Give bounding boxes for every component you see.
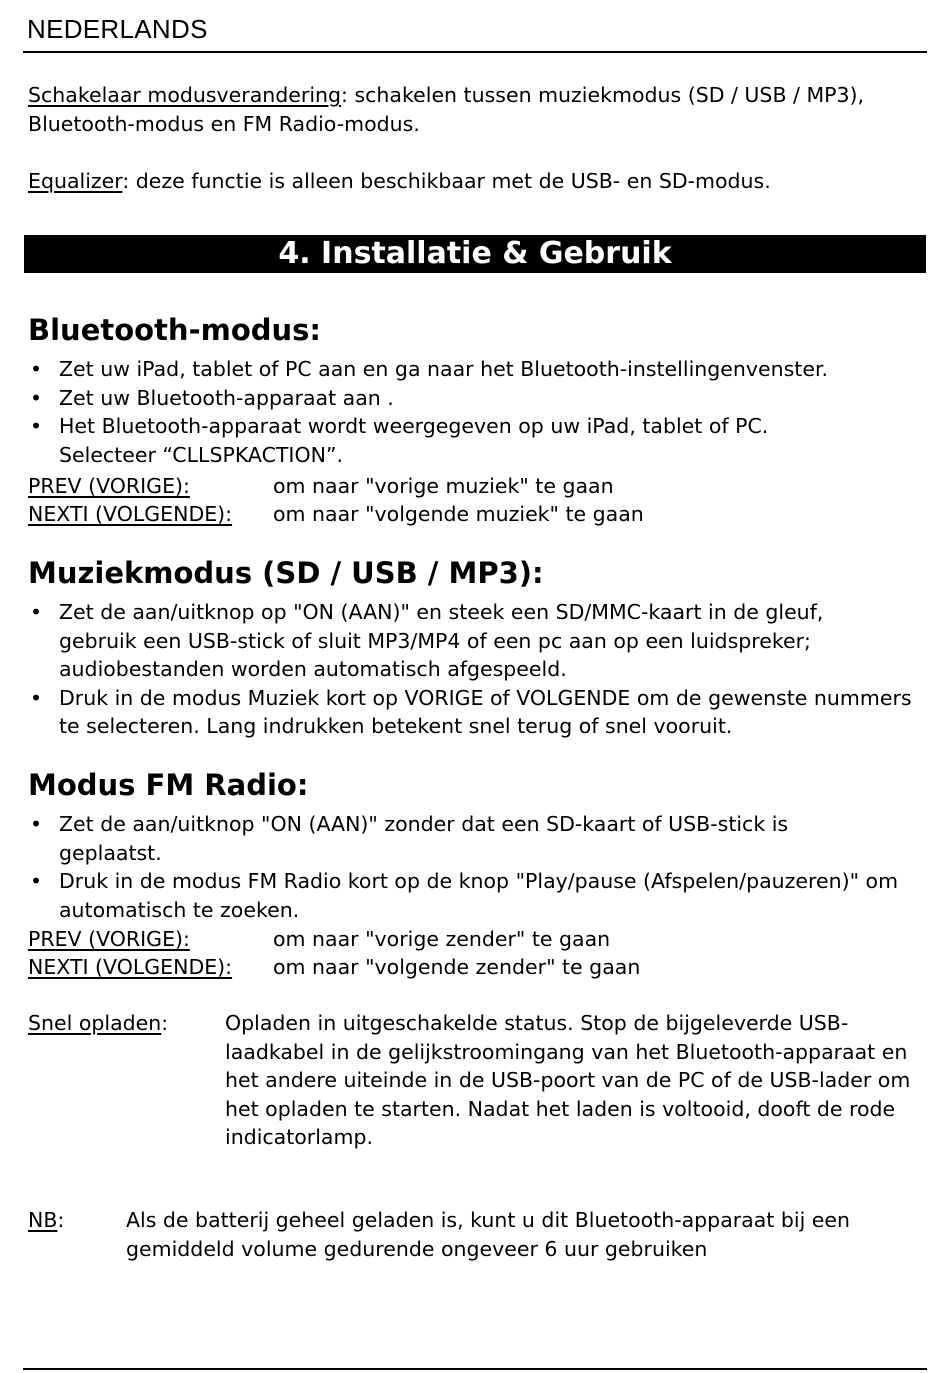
next-label: NEXTI (VOLGENDE): xyxy=(28,955,233,979)
bluetooth-heading: Bluetooth-modus: xyxy=(28,313,322,347)
fm-heading: Modus FM Radio: xyxy=(28,768,309,802)
list-item: • Het Bluetooth-apparaat wordt weergegeven op uw iPad, tablet of PC. Selecteer “CLLSPKACTION”. xyxy=(28,412,928,469)
list-item: • Druk in de modus FM Radio kort op de knop "Play/pause (Afspelen/pauzeren)" om automatisch te zoeken. xyxy=(28,867,928,924)
list-item: • Druk in de modus Muziek kort op VORIGE of VOLGENDE om de gewenste nummers te selecteren. Lang indrukken betekent snel terug of snel vooruit. xyxy=(28,684,928,741)
music-list xyxy=(28,598,928,741)
note-label: NB xyxy=(28,1208,58,1232)
equalizer-label: Equalizer xyxy=(28,169,123,193)
charging-text: Opladen in uitgeschakelde status. Stop de bijgeleverde USB-laadkabel in de gelijkstroomingang van het Bluetooth-apparaat en het andere uiteinde in de USB-poort van de PC of de USB-lader om het opladen te starten. Nadat het laden is voltooid, dooft de rode indicatorlamp. xyxy=(225,1011,911,1149)
charging-label-wrap xyxy=(28,1009,168,1038)
equalizer-sep: : xyxy=(122,169,130,193)
next-text: om naar "volgende zender" te gaan xyxy=(273,955,641,979)
fm-prev-row xyxy=(28,925,610,953)
mode-switch-text: schakelen tussen muziekmodus (SD / USB / MP3), Bluetooth-modus en FM Radio-modus. xyxy=(28,83,865,136)
note-sep: : xyxy=(57,1208,65,1232)
note-text: Als de batterij geheel geladen is, kunt u dit Bluetooth-apparaat bij een gemiddeld volume gedurende ongeveer 6 uur gebruiken xyxy=(126,1208,850,1261)
prev-label: PREV (VORIGE): xyxy=(28,927,190,951)
list-item: • Zet uw iPad, tablet of PC aan en ga naar het Bluetooth-instellingenvenster. xyxy=(28,355,928,384)
bluetooth-next-row xyxy=(28,500,644,528)
fm-list xyxy=(28,810,928,924)
charging-sep: : xyxy=(161,1011,169,1035)
fm-next-row xyxy=(28,953,640,981)
list-item: • Zet de aan/uitknop "ON (AAN)" zonder dat een SD-kaart of USB-stick is geplaatst. xyxy=(28,810,928,867)
list-item: • Zet uw Bluetooth-apparaat aan . xyxy=(28,384,928,413)
mode-switch-paragraph xyxy=(28,81,928,138)
note-label-wrap xyxy=(28,1206,64,1235)
bluetooth-list xyxy=(28,355,928,469)
prev-text: om naar "vorige muziek" te gaan xyxy=(273,474,614,498)
prev-text: om naar "vorige zender" te gaan xyxy=(273,927,611,951)
section-title-banner: 4. Installatie & Gebruik xyxy=(24,235,926,273)
list-item: • Zet de aan/uitknop op "ON (AAN)" en steek een SD/MMC-kaart in de gleuf, gebruik een USB-stick of sluit MP3/MP4 of een pc aan op een luidspreker; audiobestanden worden automatisch afgespeeld. xyxy=(28,598,928,684)
page-language-header: NEDERLANDS xyxy=(27,14,208,44)
mode-switch-sep: : xyxy=(341,83,348,107)
music-heading: Muziekmodus (SD / USB / MP3): xyxy=(28,556,544,590)
top-rule xyxy=(23,51,927,53)
bluetooth-prev-row xyxy=(28,472,614,500)
mode-switch-label: Schakelaar modusverandering xyxy=(28,83,342,107)
equalizer-text: deze functie is alleen beschikbaar met de USB- en SD-modus. xyxy=(129,169,771,193)
equalizer-paragraph xyxy=(28,167,928,196)
prev-label: PREV (VORIGE): xyxy=(28,474,190,498)
bottom-rule xyxy=(23,1368,927,1370)
next-label: NEXTI (VOLGENDE): xyxy=(28,502,233,526)
charging-label: Snel opladen xyxy=(28,1011,162,1035)
next-text: om naar "volgende muziek" te gaan xyxy=(273,502,644,526)
